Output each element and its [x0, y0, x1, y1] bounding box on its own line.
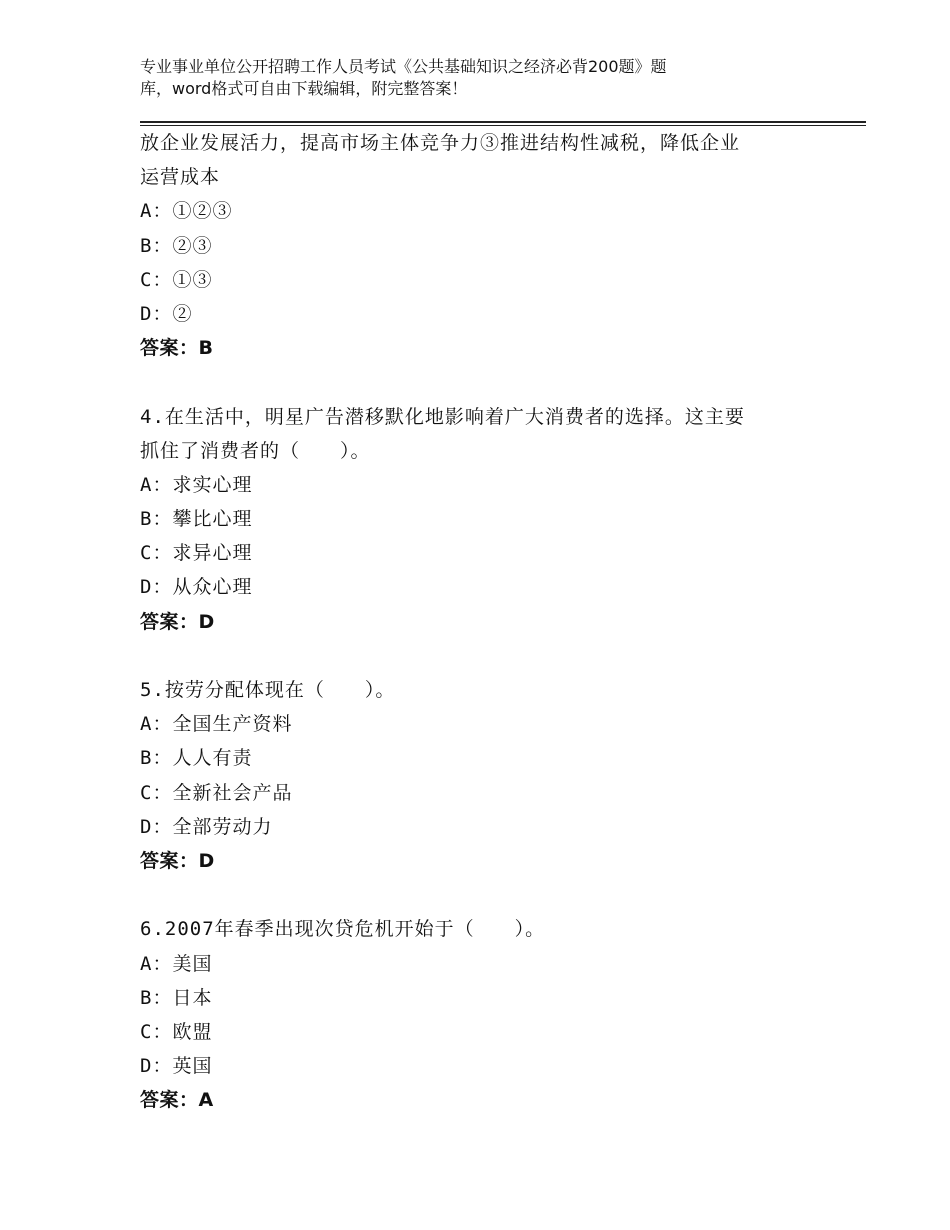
question-stem: 6.2007年春季出现次贷危机开始于（ ）。: [140, 918, 546, 941]
answer-label: 答案：A: [140, 1089, 214, 1112]
option-d: D：英国: [140, 1055, 213, 1078]
option-c: C：欧盟: [140, 1020, 213, 1043]
option-a: A：全国生产资料: [140, 713, 293, 736]
spacer: [140, 878, 860, 912]
question-4: [140, 400, 860, 639]
option-d: D：从众心理: [140, 576, 253, 599]
option-a: A：①②③: [140, 200, 233, 223]
question-list: [140, 126, 860, 1117]
question-stem: 运营成本: [140, 166, 221, 189]
document-header: [140, 56, 790, 100]
option-b: B：日本: [140, 986, 213, 1009]
header-line-2: 库，word格式可自由下载编辑，附完整答案！: [140, 79, 468, 98]
option-d: D：②: [140, 302, 193, 325]
option-b: B：②③: [140, 234, 213, 257]
question-stem: 4.在生活中，明星广告潜移默化地影响着广大消费者的选择。这主要: [140, 405, 745, 428]
option-d: D：全部劳动力: [140, 815, 273, 838]
option-a: A：求实心理: [140, 473, 253, 496]
option-c: C：全新社会产品: [140, 781, 293, 804]
option-c: C：①③: [140, 268, 213, 291]
spacer: [140, 365, 860, 399]
option-a: A：美国: [140, 952, 213, 975]
question-stem: 5.按劳分配体现在（ ）。: [140, 679, 396, 701]
answer-label: 答案：B: [140, 337, 214, 360]
option-b: B：攀比心理: [140, 508, 253, 531]
header-line-1: 专业事业单位公开招聘工作人员考试《公共基础知识之经济必背200题》题: [140, 57, 667, 76]
question-stem: 放企业发展活力，提高市场主体竞争力③推进结构性减税，降低企业: [140, 132, 741, 154]
option-c: C：求异心理: [140, 542, 253, 565]
option-b: B：人人有责: [140, 747, 253, 770]
question-stem: 抓住了消费者的（ ）。: [140, 439, 371, 462]
question-3: [140, 126, 860, 365]
header-rule-thick: [140, 121, 866, 123]
answer-label: 答案：D: [140, 849, 215, 872]
answer-label: 答案：D: [140, 610, 215, 633]
question-5: [140, 673, 860, 878]
question-6: [140, 912, 860, 1117]
spacer: [140, 639, 860, 673]
